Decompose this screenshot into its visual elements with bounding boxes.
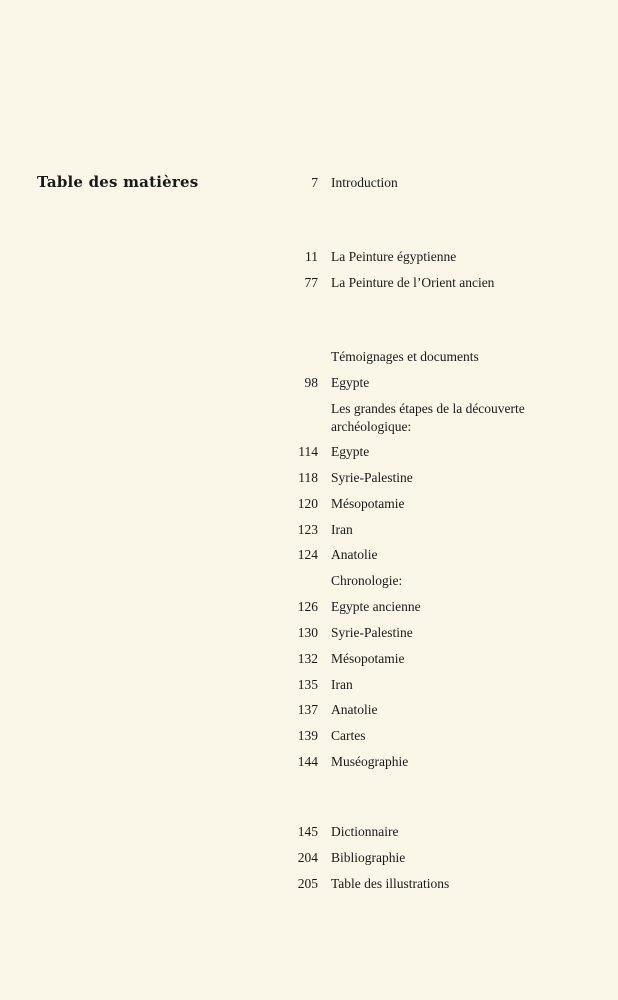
toc-page-number: 205 bbox=[297, 876, 318, 891]
toc-page-number: 124 bbox=[297, 547, 318, 562]
toc-page-number: 144 bbox=[297, 754, 318, 769]
toc-entry bbox=[0, 375, 618, 395]
toc-page-number: 11 bbox=[305, 249, 318, 264]
toc-entry bbox=[0, 496, 618, 516]
toc-entry bbox=[0, 876, 618, 896]
toc-entry-label: Introduction bbox=[331, 175, 398, 190]
toc-entry bbox=[0, 444, 618, 464]
toc-page-number: 77 bbox=[304, 275, 318, 290]
toc-entry bbox=[0, 275, 618, 295]
toc-entry-label: Table des illustrations bbox=[331, 876, 450, 891]
toc-page-number: 139 bbox=[297, 728, 318, 743]
toc-entry-label bbox=[331, 400, 525, 436]
toc-entry-label: Syrie-Palestine bbox=[331, 470, 413, 485]
toc-page-number: 137 bbox=[297, 702, 318, 717]
toc-entry-label: Iran bbox=[331, 522, 353, 537]
toc-page-number: 145 bbox=[297, 824, 318, 839]
toc-entry-label: Anatolie bbox=[331, 702, 378, 717]
toc-page-number: 132 bbox=[297, 651, 318, 666]
toc-entry-label: Chronologie: bbox=[331, 573, 403, 588]
toc-entry-label: Dictionnaire bbox=[331, 824, 399, 839]
toc-page-number: 98 bbox=[304, 375, 318, 390]
toc-entry-label: Anatolie bbox=[331, 547, 378, 562]
toc-entry bbox=[0, 249, 618, 269]
toc-page-number: 123 bbox=[297, 522, 318, 537]
toc-entry-label: La Peinture de l’Orient ancien bbox=[331, 275, 495, 290]
toc-entry bbox=[0, 625, 618, 645]
toc-page-number: 126 bbox=[297, 599, 318, 614]
toc-page-number: 120 bbox=[297, 496, 318, 511]
toc-entry-label: Mésopotamie bbox=[331, 496, 405, 511]
toc-section-heading bbox=[0, 400, 618, 440]
toc-entry bbox=[0, 651, 618, 671]
toc-entry-label: Syrie-Palestine bbox=[331, 625, 413, 640]
toc-page-number: 135 bbox=[297, 677, 318, 692]
toc-entry-label: Iran bbox=[331, 677, 353, 692]
toc-entry bbox=[0, 824, 618, 844]
toc-entry-label-line1: Les grandes étapes de la découverte bbox=[331, 401, 525, 416]
toc-section-heading bbox=[0, 349, 618, 369]
toc-page-number: 130 bbox=[297, 625, 318, 640]
toc-page-number: 114 bbox=[298, 444, 318, 459]
toc-entry-label: Egypte bbox=[331, 444, 370, 459]
toc-entry-label: Mésopotamie bbox=[331, 651, 405, 666]
toc-page-number: 118 bbox=[298, 470, 318, 485]
toc-entry-label: Témoignages et documents bbox=[331, 349, 479, 364]
toc-entry-label: Bibliographie bbox=[331, 850, 406, 865]
page-title: Table des matières bbox=[37, 173, 199, 191]
toc-entry-label: Egypte bbox=[331, 375, 370, 390]
toc-entry bbox=[0, 728, 618, 748]
toc-entry bbox=[0, 599, 618, 619]
toc-entry bbox=[0, 547, 618, 567]
toc-page-number: 7 bbox=[311, 175, 318, 190]
toc-entry-label: Egypte ancienne bbox=[331, 599, 421, 614]
toc-page-number: 204 bbox=[297, 850, 318, 865]
toc-entry bbox=[0, 470, 618, 490]
toc-entry bbox=[0, 175, 618, 195]
toc-section-heading bbox=[0, 573, 618, 593]
toc-entry bbox=[0, 677, 618, 697]
toc-entry-label: Cartes bbox=[331, 728, 366, 743]
toc-entry bbox=[0, 702, 618, 722]
toc-entry-label-line2: archéologique: bbox=[331, 419, 412, 434]
toc-entry bbox=[0, 850, 618, 870]
toc-entry-label: Muséographie bbox=[331, 754, 409, 769]
toc-entry-label: La Peinture égyptienne bbox=[331, 249, 457, 264]
toc-entry bbox=[0, 522, 618, 542]
toc-entry bbox=[0, 754, 618, 774]
